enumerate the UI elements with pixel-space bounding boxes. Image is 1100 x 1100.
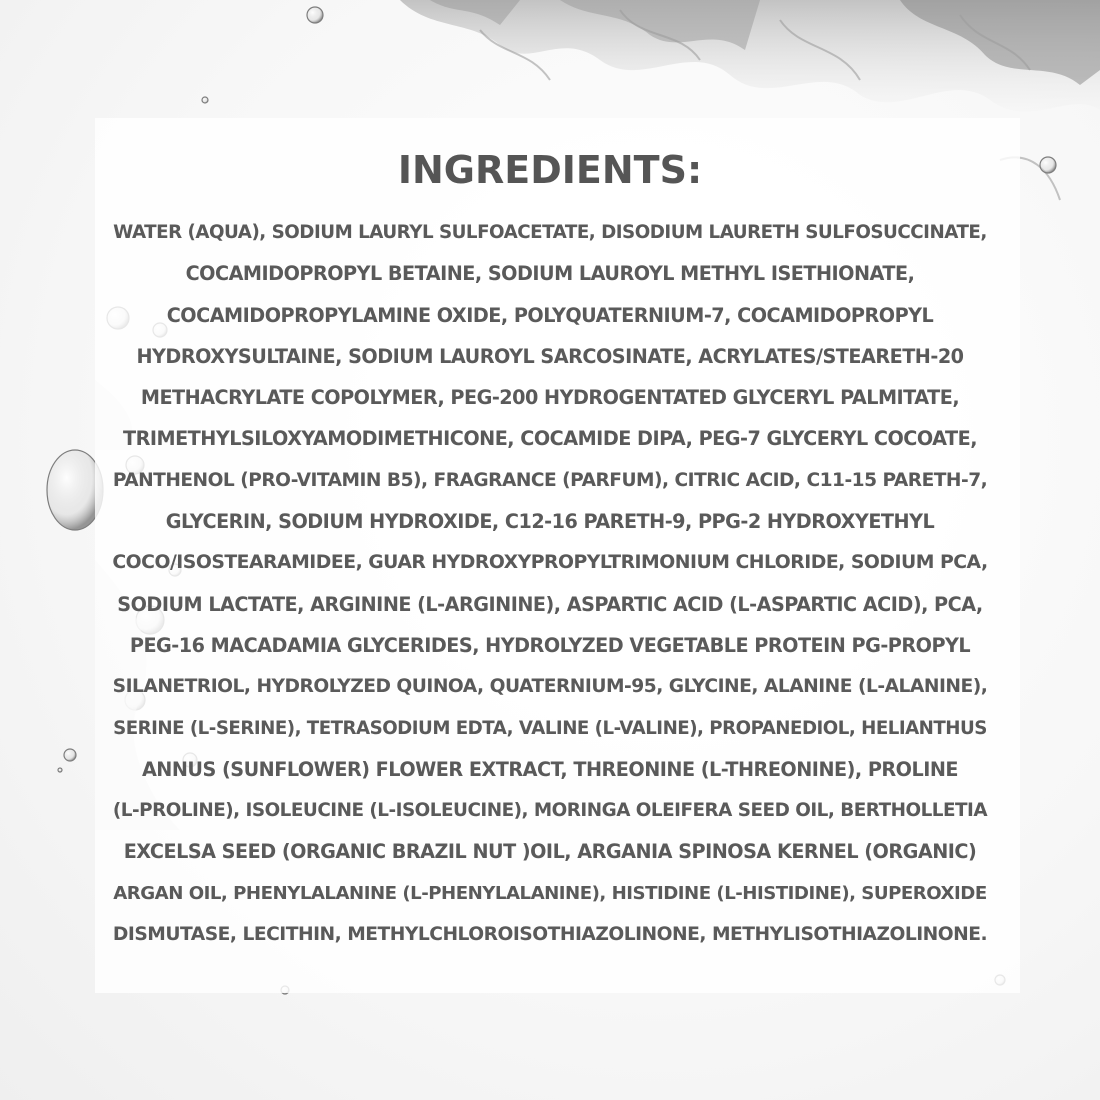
ingredient-line: SODIUM LACTATE, ARGININE (L-ARGININE), ASPARTIC ACID (L-ASPARTIC ACID), PCA, xyxy=(117,592,983,616)
ingredients-list xyxy=(110,212,990,955)
ingredient-line: METHACRYLATE COPOLYMER, PEG-200 HYDROGENTATED GLYCERYL PALMITATE, xyxy=(140,386,960,410)
ingredient-line: WATER (AQUA), SODIUM LAURYL SULFOACETATE, DISODIUM LAURETH SULFOSUCCINATE, xyxy=(113,222,987,243)
ingredient-line: EXCELSA SEED (ORGANIC BRAZIL NUT )OIL, ARGANIA SPINOSA KERNEL (ORGANIC) xyxy=(123,840,977,864)
ingredient-line: HYDROXYSULTAINE, SODIUM LAUROYL SARCOSINATE, ACRYLATES/STEARETH-20 xyxy=(136,344,964,368)
ingredient-line: COCAMIDOPROPYL BETAINE, SODIUM LAUROYL METHYL ISETHIONATE, xyxy=(185,262,915,286)
ingredient-line: COCO/ISOSTEARAMIDEE, GUAR HYDROXYPROPYLTRIMONIUM CHLORIDE, SODIUM PCA, xyxy=(112,552,988,574)
ingredient-line: ANNUS (SUNFLOWER) FLOWER EXTRACT, THREONINE (L-THREONINE), PROLINE xyxy=(141,757,959,781)
ingredient-line: PEG-16 MACADAMIA GLYCERIDES, HYDROLYZED VEGETABLE PROTEIN PG-PROPYL xyxy=(129,633,971,657)
ingredient-line: SILANETRIOL, HYDROLYZED QUINOA, QUATERNIUM-95, GLYCINE, ALANINE (L-ALANINE), xyxy=(112,676,988,698)
ingredients-title: INGREDIENTS: xyxy=(397,148,703,192)
ingredient-line: TRIMETHYLSILOXYAMODIMETHICONE, COCAMIDE DIPA, PEG-7 GLYCERYL COCOATE, xyxy=(122,427,978,451)
ingredient-line: (L-PROLINE), ISOLEUCINE (L-ISOLEUCINE), MORINGA OLEIFERA SEED OIL, BERTHOLLETIA xyxy=(112,800,988,822)
ingredient-line: PANTHENOL (PRO-VITAMIN B5), FRAGRANCE (PARFUM), CITRIC ACID, C11-15 PARETH-7, xyxy=(112,469,988,491)
top-splash xyxy=(400,0,1100,112)
ingredient-line: COCAMIDOPROPYLAMINE OXIDE, POLYQUATERNIUM-7, COCAMIDOPROPYL xyxy=(166,303,934,327)
ingredient-line: DISMUTASE, LECITHIN, METHYLCHLOROISOTHIAZOLINONE, METHYLISOTHIAZOLINONE. xyxy=(112,924,988,946)
ingredient-line: GLYCERIN, SODIUM HYDROXIDE, C12-16 PARETH-9, PPG-2 HYDROXYETHYL xyxy=(165,510,935,534)
ingredient-line: SERINE (L-SERINE), TETRASODIUM EDTA, VALINE (L-VALINE), PROPANEDIOL, HELIANTHUS xyxy=(113,717,987,739)
ingredient-line: ARGAN OIL, PHENYLALANINE (L-PHENYLALANINE), HISTIDINE (L-HISTIDINE), SUPEROXIDE xyxy=(113,882,987,904)
